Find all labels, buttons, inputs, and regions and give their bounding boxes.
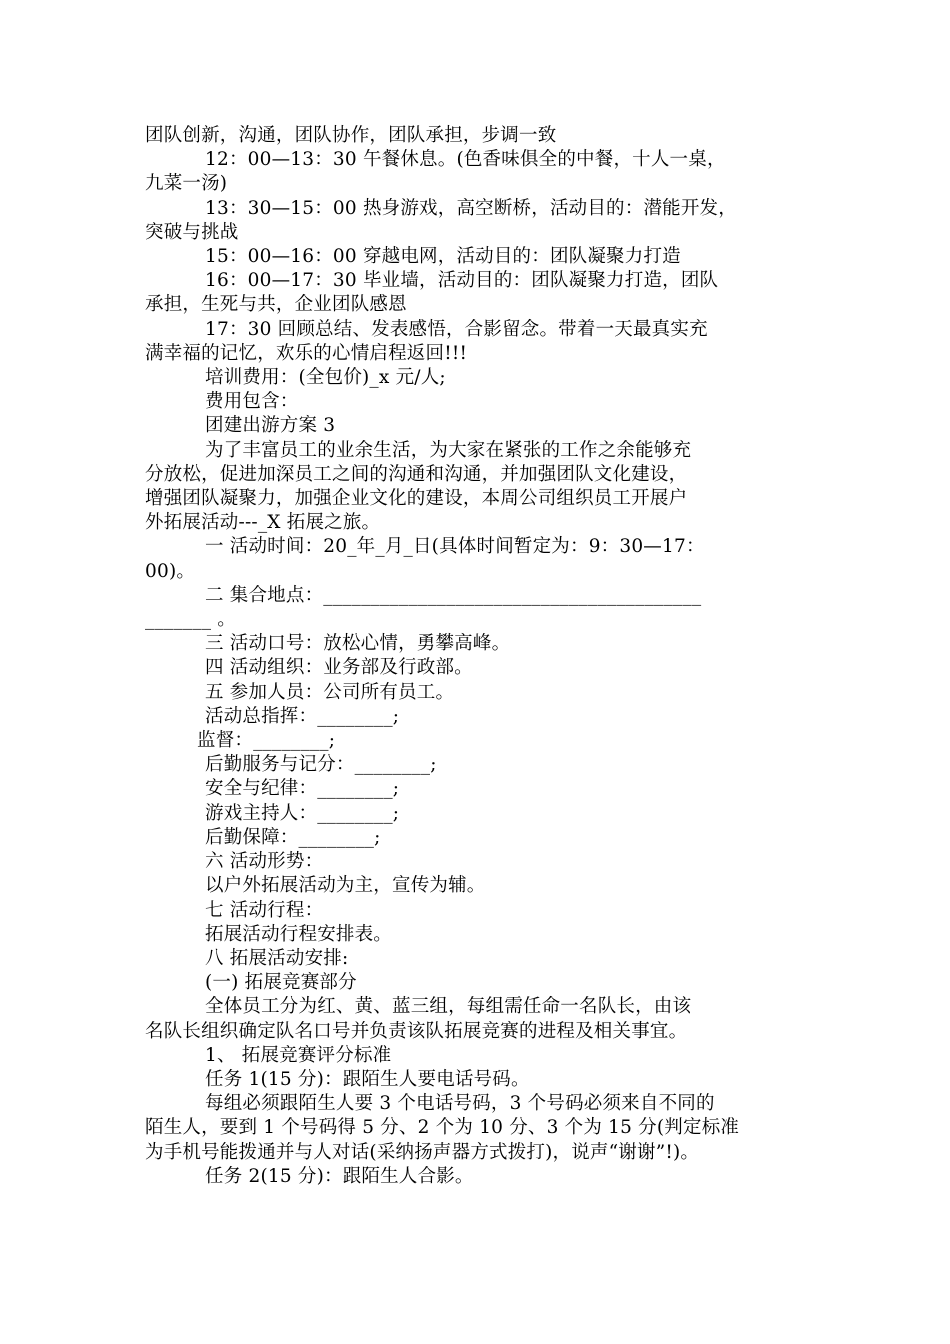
text-line: 每组必须跟陌生人要 3 个电话号码，3 个号码必须来自不同的 — [205, 1093, 715, 1115]
text-line: 活动总指挥：________; — [205, 705, 400, 727]
text-line: 培训费用：(全包价)_x 元/人; — [205, 367, 446, 389]
text-line: 六 活动形势： — [205, 851, 324, 873]
text-line: 团队创新，沟通，团队协作，团队承担，步调一致 — [145, 125, 557, 146]
text-line: 13：30—15：00 热身游戏，高空断桥，活动目的：潜能开发， — [205, 197, 737, 219]
text-line: 七 活动行程： — [205, 899, 324, 921]
text-line: 九菜一汤) — [145, 173, 228, 195]
text-line: 15：00—16：00 穿越电网，活动目的：团队凝聚力打造 — [205, 246, 681, 268]
text-line: 名队长组织确定队名口号并负责该队拓展竞赛的进程及相关事宜。 — [145, 1020, 688, 1042]
text-line: 1、 拓展竞赛评分标准 — [205, 1044, 392, 1066]
text-line: 安全与纪律：________; — [205, 778, 400, 800]
text-line: 外拓展活动---_X 拓展之旅。 — [145, 512, 381, 534]
text-line: 二 集合地点：________________________________________ — [205, 584, 702, 606]
text-line: 费用包含： — [205, 391, 299, 413]
text-line: 五 参加人员：公司所有员工。 — [205, 681, 455, 703]
text-line: 四 活动组织：业务部及行政部。 — [205, 657, 473, 679]
text-line: 00)。 — [145, 560, 196, 582]
text-line: 17：30 回顾总结、发表感悟，合影留念。带着一天最真实充 — [205, 318, 708, 340]
text-line: 三 活动口号：放松心情，勇攀高峰。 — [205, 633, 511, 655]
text-line: 承担，生死与共，企业团队感恩 — [145, 294, 407, 316]
text-line: 12：00—13：30 午餐休息。(色香味俱全的中餐，十人一桌， — [205, 149, 726, 171]
text-line: 拓展活动行程安排表。 — [205, 923, 393, 945]
text-line: 突破与挑战 — [145, 221, 239, 243]
text-line: 团建出游方案 3 — [205, 415, 336, 437]
text-line: 为了丰富员工的业余生活，为大家在紧张的工作之余能够充 — [205, 439, 692, 461]
text-line: 游戏主持人：________; — [205, 802, 400, 824]
text-line: 增强团队凝聚力，加强企业文化的建设，本周公司组织员工开展户 — [145, 488, 688, 510]
text-line: 全体员工分为红、黄、蓝三组，每组需任命一名队长，由该 — [205, 996, 692, 1018]
text-line: (一) 拓展竞赛部分 — [205, 972, 357, 994]
text-line: 陌生人，要到 1 个号码得 5 分、2 个为 10 分、3 个为 15 分(判定标准 — [145, 1117, 740, 1139]
text-line: 任务 2(15 分)：跟陌生人合影。 — [205, 1165, 474, 1187]
text-line: 分放松，促进加深员工之间的沟通和沟通，并加强团队文化建设， — [145, 463, 688, 485]
text-line: 后勤保障：________; — [205, 826, 381, 848]
text-line: 满幸福的记忆，欢乐的心情启程返回!!! — [145, 342, 468, 364]
text-line: 八 拓展活动安排: — [205, 947, 349, 969]
text-line: 监督：________; — [197, 730, 336, 752]
text-line: 一 活动时间：20_年_月_日(具体时间暂定为：9：30—17： — [205, 536, 705, 558]
text-line: 16：00—17：30 毕业墙，活动目的：团队凝聚力打造，团队 — [205, 270, 719, 292]
text-line: 任务 1(15 分)：跟陌生人要电话号码。 — [205, 1068, 530, 1090]
text-line: 为手机号能拨通并与人对话(采纳扬声器方式拨打)，说声“谢谢”!)。 — [145, 1141, 700, 1163]
document-body — [145, 124, 809, 1189]
text-line: 后勤服务与记分：________; — [205, 754, 437, 776]
text-line: _______ 。 — [145, 609, 236, 631]
text-line: 以户外拓展活动为主，宣传为辅。 — [205, 875, 486, 897]
